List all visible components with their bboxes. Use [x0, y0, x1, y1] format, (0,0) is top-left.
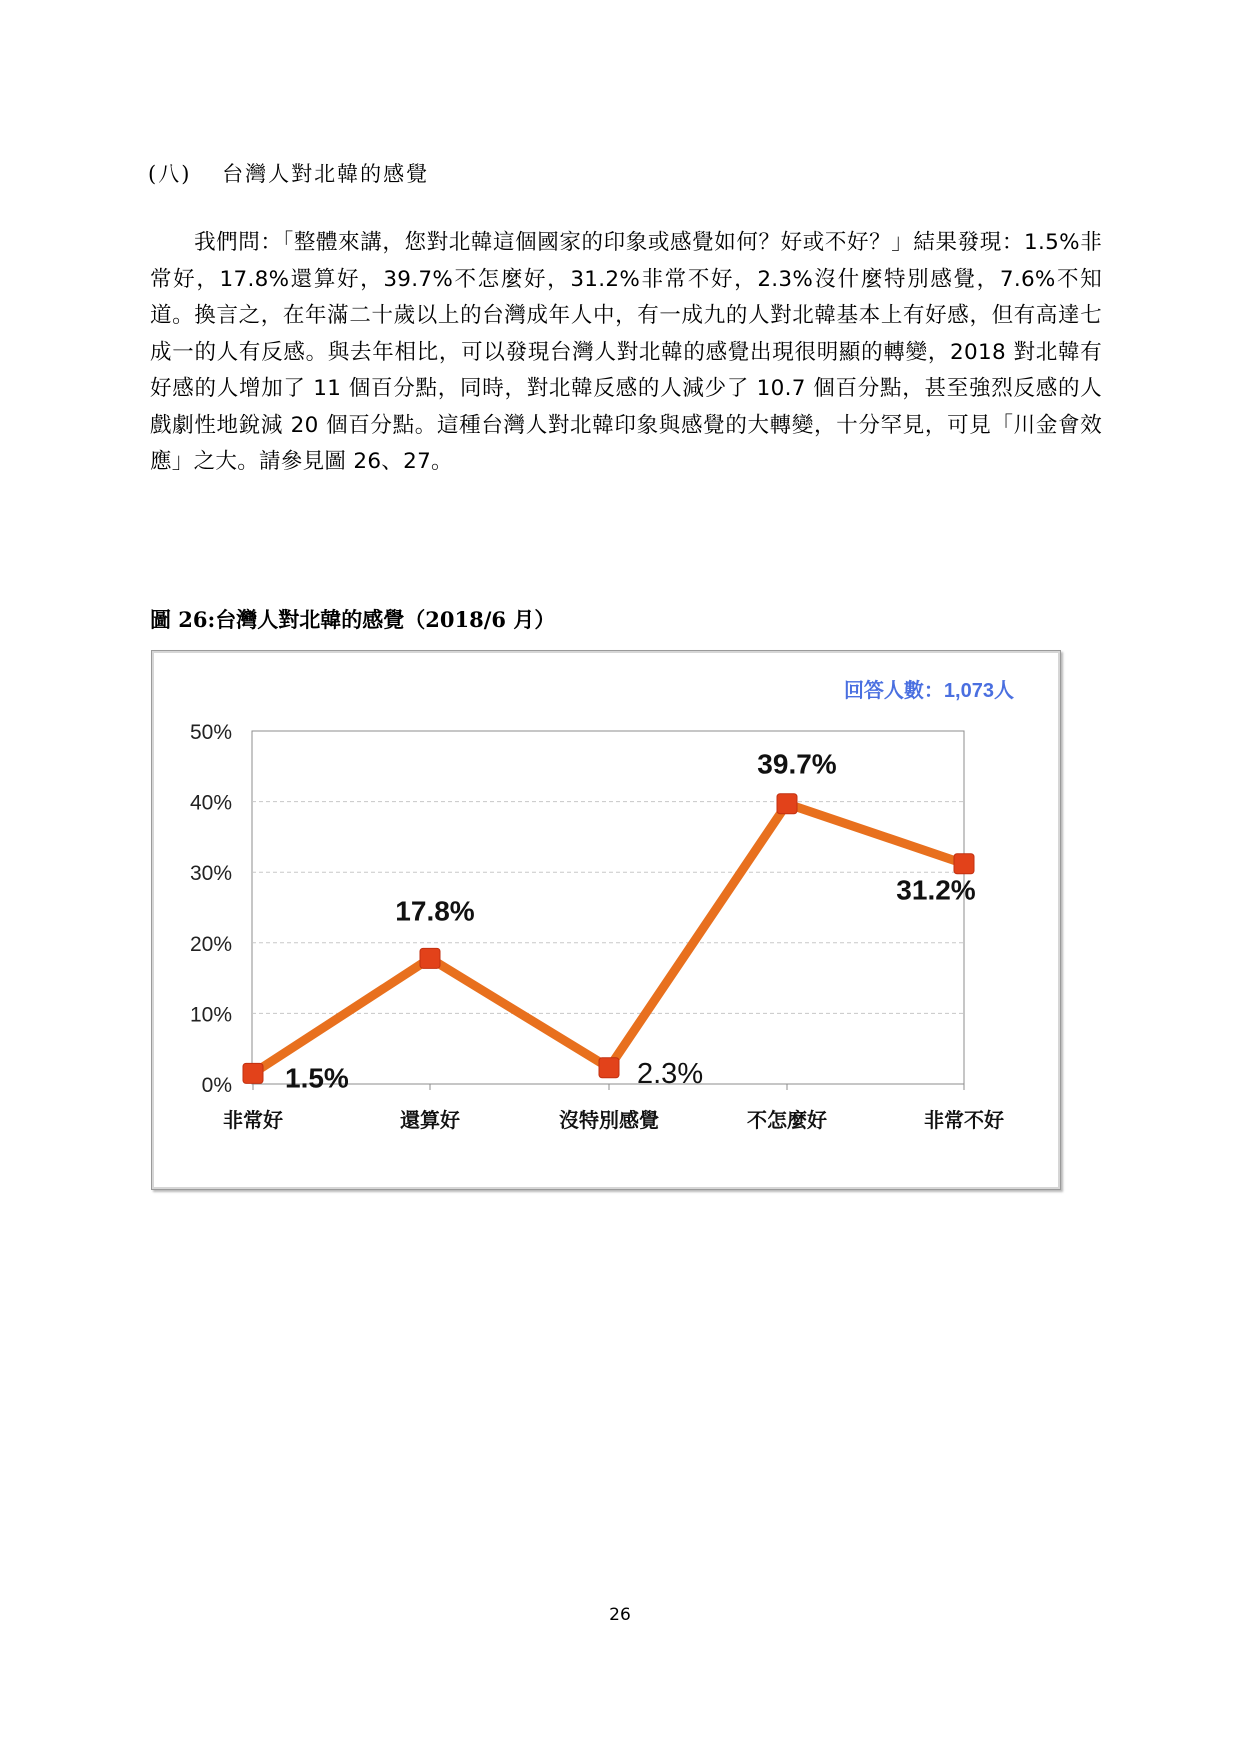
- body-text: 我們問：「整體來講，您對北韓這個國家的印象或感覺如何？好或不好？」結果發現：1.5%非常好，17.8%還算好，39.7%不怎麼好，31.2%非常不好，2.3%沒什麼特別感覺，7.6%不知道。換言之，在年滿二十歲以上的台灣成年人中，有一成九的人對北韓基本上有好感，但有高達七成一的人有反感。與去年相比，可以發現台灣人對北韓的感覺出現很明顯的轉變，2018 對北韓有好感的人增加了 11 個百分點，同時，對北韓反感的人減少了 10.7 個百分點，甚至強烈反感的人戲劇性地銳減 20 個百分點。這種台灣人對北韓印象與感覺的大轉變，十分罕見，可見「川金會效應」之大。請參見圖 26、27。: [150, 230, 1102, 474]
- x-tick-label: 非常好: [223, 1108, 283, 1132]
- y-tick-label: 20%: [189, 932, 232, 956]
- respondent-count-annotation: 回答人數：1,073人: [843, 680, 1014, 702]
- data-point-marker: [777, 794, 797, 814]
- x-tick-label: 沒特別感覺: [559, 1108, 659, 1132]
- data-label: 17.8%: [395, 895, 475, 927]
- y-tick-label: 30%: [189, 862, 232, 886]
- line-chart: [152, 651, 1060, 1189]
- section-title: 台灣人對北韓的感覺: [222, 162, 430, 186]
- data-label: 1.5%: [285, 1062, 349, 1094]
- data-label: 39.7%: [757, 748, 837, 780]
- y-tick-label: 0%: [201, 1074, 232, 1097]
- x-tick-label: 還算好: [400, 1108, 460, 1132]
- section-heading: [148, 158, 429, 188]
- plot-area: [252, 731, 964, 1084]
- data-point-marker: [243, 1063, 263, 1083]
- x-tick-label: 非常不好: [924, 1108, 1004, 1132]
- data-point-marker: [599, 1058, 619, 1078]
- data-point-marker: [420, 948, 440, 968]
- section-number: (八): [148, 162, 192, 186]
- data-point-marker: [954, 854, 974, 874]
- data-label: 2.3%: [637, 1057, 704, 1090]
- figure-caption: 圖 26:台灣人對北韓的感覺（2018/6 月）: [150, 607, 556, 632]
- y-tick-label: 10%: [189, 1003, 232, 1027]
- y-tick-label: 50%: [189, 721, 232, 744]
- page-number: 26: [609, 1605, 631, 1625]
- y-tick-label: 40%: [189, 791, 232, 815]
- data-label: 31.2%: [896, 874, 976, 906]
- x-tick-label: 不怎麼好: [747, 1108, 827, 1132]
- body-paragraph: [150, 225, 1102, 481]
- chart-frame: [151, 650, 1061, 1190]
